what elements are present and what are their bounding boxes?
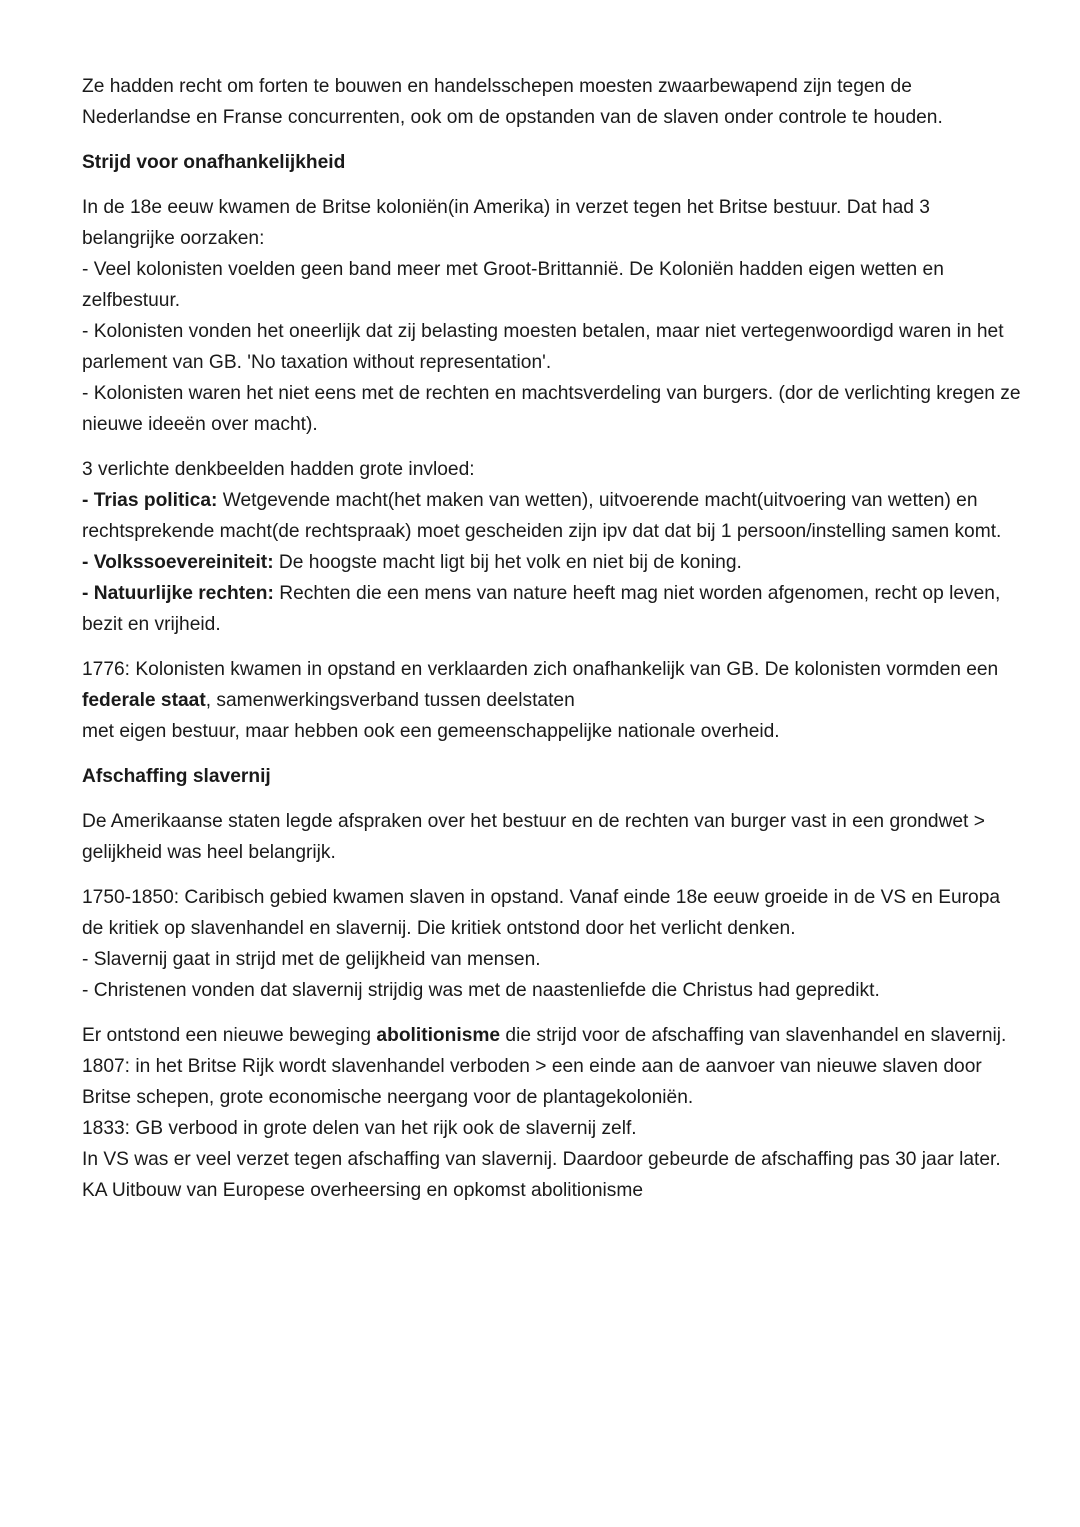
- text-run: die strijd voor de afschaffing van slavenhandel en slavernij.: [500, 1025, 1007, 1046]
- list-item: - Slavernij gaat in strijd met de gelijkheid van mensen.: [82, 949, 541, 970]
- paragraph-line: met eigen bestuur, maar hebben ook een gemeenschappelijke nationale overheid.: [82, 721, 780, 742]
- paragraph-1776: [82, 654, 1022, 747]
- list-item: [82, 485, 1022, 547]
- paragraph-line: 3 verlichte denkbeelden hadden grote invloed:: [82, 459, 475, 480]
- bold-term: federale staat: [82, 690, 206, 711]
- paragraph-grondwet: De Amerikaanse staten legde afspraken over het bestuur en de rechten van burger vast in een grondwet > gelijkheid was heel belangrijk.: [82, 811, 985, 863]
- term-label: - Volkssoevereiniteit:: [82, 552, 274, 573]
- heading-afschaffing-slavernij: Afschaffing slavernij: [82, 766, 271, 787]
- list-item: - Kolonisten vonden het oneerlijk dat zij belasting moesten betalen, maar niet vertegenwoordigd waren in het parlement van GB. 'No taxation without representation'.: [82, 321, 1004, 373]
- bold-term: abolitionisme: [376, 1025, 501, 1046]
- paragraph-1750-1850: [82, 882, 1022, 1006]
- term-label: - Trias politica:: [82, 490, 218, 511]
- paragraph-line: 1833: GB verbood in grote delen van het rijk ook de slavernij zelf.: [82, 1118, 637, 1139]
- intro-paragraph: Ze hadden recht om forten te bouwen en handelsschepen moesten zwaarbewapend zijn tegen de Nederlandse en Franse concurrenten, ook om de opstanden van de slaven onder controle te houden.: [82, 76, 943, 128]
- text-run: , samenwerkingsverband tussen deelstaten: [205, 690, 575, 711]
- term-text: Rechten die een mens van nature heeft mag niet worden afgenomen, recht op leven, bezit en vrijheid.: [82, 583, 1001, 635]
- paragraph-denkbeelden: [82, 454, 1022, 640]
- list-item: - Christenen vonden dat slavernij strijdig was met de naastenliefde die Christus had gepredikt.: [82, 980, 880, 1001]
- paragraph-oorzaken: [82, 192, 1022, 440]
- paragraph-line: 1750-1850: Caribisch gebied kwamen slaven in opstand. Vanaf einde 18e eeuw groeide in de VS en Europa de kritiek op slavenhandel en slavernij. Die kritiek ontstond door het verlicht denken.: [82, 887, 1001, 939]
- term-text: Wetgevende macht(het maken van wetten), uitvoerende macht(uitvoering van wetten) en rechtsprekende macht(de rechtspraak) moet gescheiden zijn ipv dat dat bij 1 persoon/instelling samen komt.: [82, 490, 1002, 542]
- text-run: Er ontstond een nieuwe beweging: [82, 1025, 377, 1046]
- list-item: [82, 547, 1022, 578]
- list-item: - Kolonisten waren het niet eens met de rechten en machtsverdeling van burgers. (dor de verlichting kregen ze nieuwe ideeën over macht).: [82, 383, 1021, 435]
- paragraph-line: In de 18e eeuw kwamen de Britse koloniën(in Amerika) in verzet tegen het Britse bestuur. Dat had 3 belangrijke oorzaken:: [82, 197, 930, 249]
- term-label: - Natuurlijke rechten:: [82, 583, 274, 604]
- heading-strijd-onafhankelijkheid: Strijd voor onafhankelijkheid: [82, 152, 346, 173]
- paragraph-abolitionisme: [82, 1020, 1022, 1206]
- list-item: - Veel kolonisten voelden geen band meer met Groot-Brittannië. De Koloniën hadden eigen wetten en zelfbestuur.: [82, 259, 944, 311]
- paragraph-line: [82, 1020, 1022, 1051]
- paragraph-line: 1807: in het Britse Rijk wordt slavenhandel verboden > een einde aan de aanvoer van nieuwe slaven door Britse schepen, grote economische neergang voor de plantagekoloniën.: [82, 1056, 982, 1108]
- text-run: 1776: Kolonisten kwamen in opstand en verklaarden zich onafhankelijk van GB. De kolonisten vormden een: [82, 659, 999, 680]
- document-page: [82, 71, 1022, 1220]
- paragraph-line: In VS was er veel verzet tegen afschaffing van slavernij. Daardoor gebeurde de afschaffing pas 30 jaar later. KA Uitbouw van Europese overheersing en opkomst abolitionisme: [82, 1149, 1001, 1201]
- term-text: De hoogste macht ligt bij het volk en niet bij de koning.: [273, 552, 742, 573]
- list-item: [82, 578, 1022, 640]
